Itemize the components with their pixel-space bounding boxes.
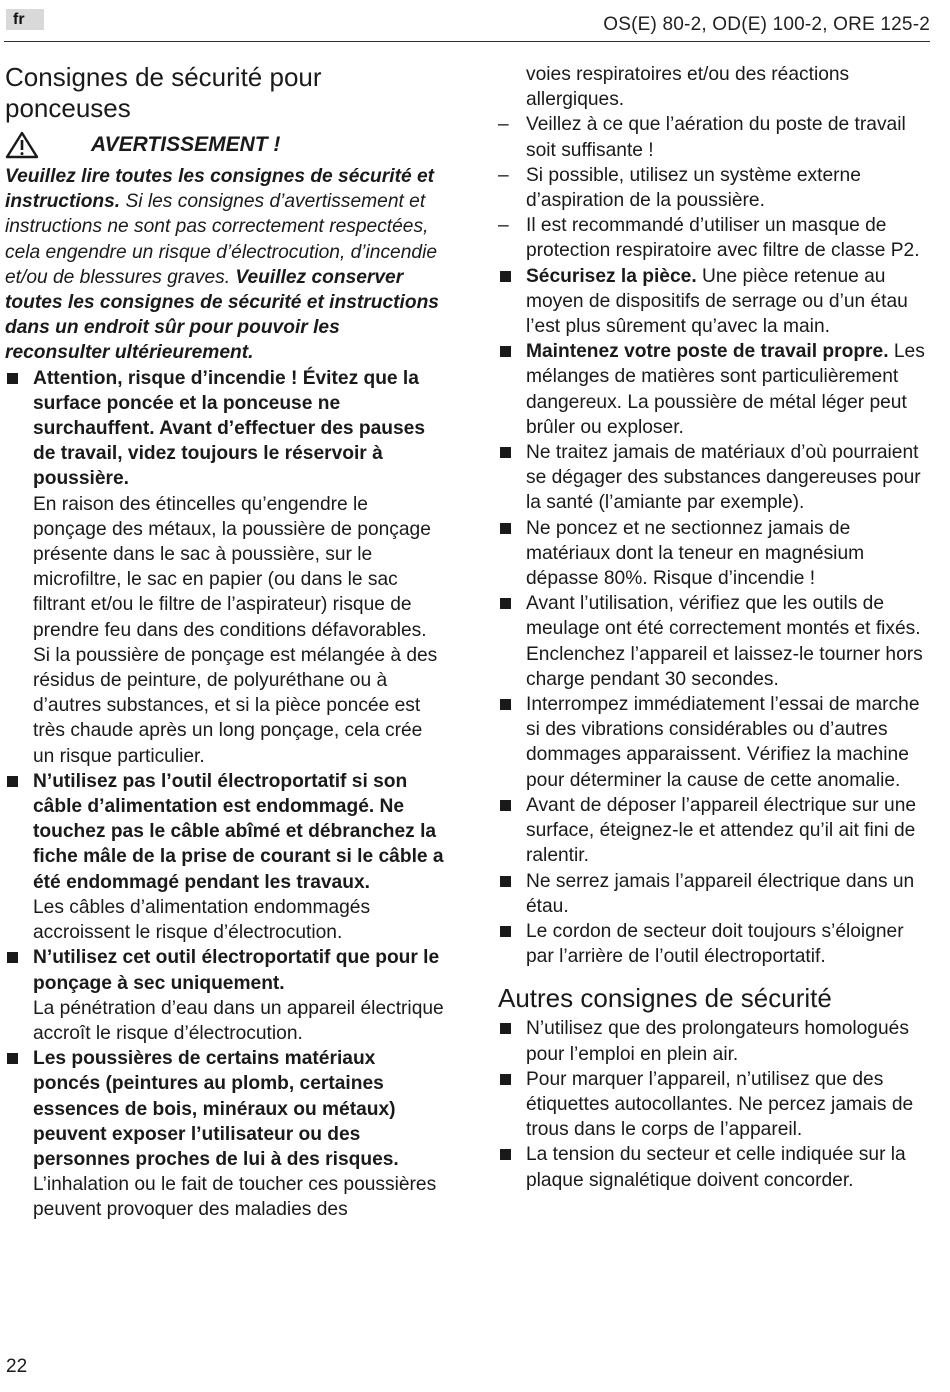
intro-bold-2: Veuillez conserver toutes les consignes de sécurité et instructions dans un endroit sûr pour pouvoir les reconsulter ultérieurement.	[5, 266, 439, 364]
list-item-bold: Maintenez votre poste de travail propre.	[526, 341, 889, 363]
header-title: OS(E) 80-2, OD(E) 100-2, ORE 125-2	[603, 14, 930, 35]
dash-item: – Si possible, utilisez un système externe d’aspiration de la poussière.	[498, 163, 930, 213]
list-item	[498, 591, 930, 692]
list-item-bold: Sécurisez la pièce.	[526, 265, 697, 287]
intro-paragraph	[5, 164, 445, 366]
list-item	[498, 692, 930, 793]
list-item	[498, 440, 930, 516]
section-heading-2: Autres consignes de sécurité	[498, 983, 832, 1014]
list-item-text: Ne traitez jamais de matériaux d’où pourraient se dégager des substances dangereuses pour la santé (l’amiante par exemple).	[526, 442, 921, 514]
list-item	[498, 869, 930, 919]
list-item-text: Ne serrez jamais l’appareil électrique dans un étau.	[526, 870, 915, 917]
list-item	[498, 919, 930, 969]
list-item-text: En raison des étincelles qu’engendre le ponçage des métaux, la poussière de ponçage présente dans le sac à poussière, sur le microfiltre, le sac en papier (ou dans le sac filtrant et/ou le filtre de l’aspirateur) risque de prendre feu dans des conditions défavorables. Si la poussière de ponçage est mélangée à des résidus de peinture, de polyuréthane ou à d’autres substances, et si la pièce poncée est très chaude après un long ponçage, cela crée un risque particulier.	[33, 493, 438, 767]
list-item	[498, 793, 930, 869]
language-badge: fr	[6, 9, 44, 30]
list-item-bold: Attention, risque d’incendie ! Évitez que la surface poncée et la ponceuse ne surchauffent. Avant d’effectuer des pauses de travail, videz toujours le réservoir à poussière.	[33, 367, 426, 490]
list-item-text: Avant de déposer l’appareil électrique sur une surface, éteignez-le et attendez qu’il ait fini de ralentir.	[526, 794, 917, 867]
list-item-bold: Les poussières de certains matériaux poncés (peintures au plomb, certaines essences de bois, minéraux ou métaux) peuvent exposer l’utilisateur ou des personnes proches de lui à des risques.	[33, 1048, 399, 1170]
list-item-text: Une pièce retenue au moyen de dispositifs de serrage ou d’un étau l’est plus sûrement qu’avec la main.	[526, 265, 908, 338]
left-column	[5, 62, 445, 1223]
intro-bold-1: Veuillez lire toutes les consignes de sécurité et instructions.	[5, 166, 435, 213]
list-item	[498, 264, 930, 340]
warning-label: AVERTISSEMENT !	[91, 133, 281, 157]
right-column	[498, 62, 930, 1193]
list-item	[498, 516, 930, 592]
list-item: La tension du secteur et celle indiquée sur la plaque signalétique doivent concorder.	[498, 1142, 930, 1192]
continued-text: voies respiratoires et/ou des réactions allergiques.	[526, 64, 850, 111]
list-item-text: L’inhalation ou le fait de toucher ces poussières peuvent provoquer des maladies des	[33, 1174, 437, 1221]
list-item: Pour marquer l’appareil, n’utilisez que des étiquettes autocollantes. Ne percez jamais de trous dans le corps de l’appareil.	[498, 1067, 930, 1143]
list-item-text: Ne poncez et ne sectionnez jamais de matériaux dont la teneur en magnésium dépasse 80%. Risque d’incendie !	[526, 517, 865, 590]
list-item-text: Avant l’utilisation, vérifiez que les outils de meulage ont été correctement montés et fixés. Enclenchez l’appareil et laissez-le tourner hors charge pendant 30 secondes.	[526, 593, 923, 690]
list-item-bold: N’utilisez pas l’outil électroportatif si son câble d’alimentation est endommagé. Ne touchez pas le câble abîmé et débranchez la fiche mâle de la prise de courant si le câble a été endommagé pendant les travaux.	[33, 770, 444, 893]
list-item	[5, 366, 445, 769]
header-divider	[4, 41, 930, 42]
warning-triangle-icon	[5, 131, 39, 159]
list-item-text: Interrompez immédiatement l’essai de marche si des vibrations considérables ou d’autres dommages apparaissent. Vérifiez la machine pour déterminer la cause de cette anomalie.	[526, 694, 920, 791]
list-item	[498, 339, 930, 440]
list-item-text: Le cordon de secteur doit toujours s’éloigner par l’arrière de l’outil électroportatif.	[526, 920, 904, 968]
list-item-text: Les mélanges de matières sont particulièrement dangereux. La poussière de métal léger peut brûler ou exploser.	[526, 341, 925, 438]
list-item	[5, 1046, 445, 1222]
list-item: N’utilisez que des prolongateurs homologués pour l’emploi en plein air.	[498, 1016, 930, 1066]
intro-italic: Si les consignes d’avertissement et instructions ne sont pas correctement respectées, cela engendre un risque d’électrocution, d’incendie et/ou de blessures graves.	[5, 191, 438, 288]
list-item	[5, 945, 445, 1046]
section-heading: Consignes de sécurité pour ponceuses	[5, 62, 322, 123]
list-item	[5, 769, 445, 945]
list-item-bold: N’utilisez cet outil électroportatif que pour le ponçage à sec uniquement.	[33, 947, 440, 994]
dash-item: – Veillez à ce que l’aération du poste de travail soit suffisante !	[498, 112, 930, 162]
dash-item: – Il est recommandé d’utiliser un masque de protection respiratoire avec filtre de classe P2.	[498, 213, 930, 263]
list-item-text: Les câbles d’alimentation endommagés accroissent le risque d’électrocution.	[33, 896, 371, 944]
warning-row	[5, 130, 445, 160]
list-item-text: La pénétration d’eau dans un appareil électrique accroît le risque d’électrocution.	[33, 997, 444, 1044]
page-number: 22	[6, 1356, 28, 1377]
